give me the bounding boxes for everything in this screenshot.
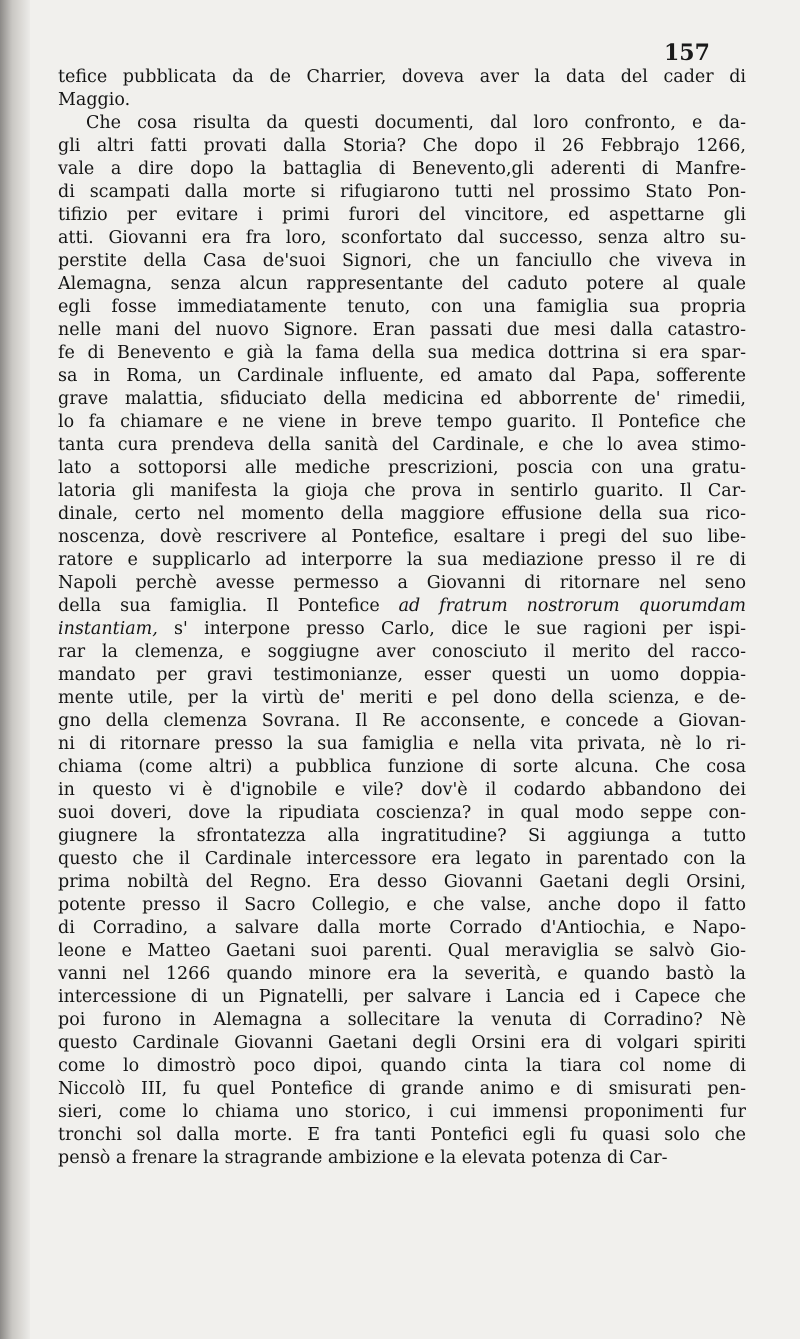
text-line: questo che il Cardinale intercessore era legato in parentado con la	[58, 849, 746, 869]
text-line	[58, 618, 746, 641]
text-line: sa in Roma, un Cardinale influente, ed amato dal Papa, sofferente	[58, 366, 746, 386]
text-line: Alemagna, senza alcun rappresentante del caduto potere al quale	[58, 274, 746, 294]
text-line: come lo dimostrò poco dipoi, quando cinta la tiara col nome di	[58, 1056, 746, 1076]
text-fragment: s' interpone presso Carlo, dice le sue ragioni per ispi-	[157, 619, 746, 639]
text-line: grave malattia, sfiduciato della medicina ed abborrente de' rimedii,	[58, 389, 746, 409]
text-line: Niccolò III, fu quel Pontefice di grande animo e di smisurati pen-	[58, 1079, 746, 1099]
latin-quote: ad fratrum nostrorum quorumdam	[398, 596, 746, 616]
text-line: nelle mani del nuovo Signore. Eran passati due mesi dalla catastro-	[58, 320, 746, 340]
text-line: vale a dire dopo la battaglia di Benevento,gli aderenti di Manfre-	[58, 159, 746, 179]
text-line: tefice pubblicata da de Charrier, doveva aver la data del cader di	[58, 67, 746, 87]
text-line: chiama (come altri) a pubblica funzione di sorte alcuna. Che cosa	[58, 757, 746, 777]
text-line: tanta cura prendeva della sanità del Cardinale, e che lo avea stimo-	[58, 435, 746, 455]
text-line: Maggio.	[58, 90, 131, 110]
text-line: suoi doveri, dove la ripudiata coscienza? in qual modo seppe con-	[58, 803, 746, 823]
text-fragment: della sua famiglia. Il Pontefice	[58, 596, 399, 616]
text-line: di scampati dalla morte si rifugiarono tutti nel prossimo Stato Pon-	[58, 182, 746, 202]
text-line: mandato per gravi testimonianze, esser questi un uomo doppia-	[58, 665, 746, 685]
text-line: poi furono in Alemagna a sollecitare la venuta di Corradino? Nè	[58, 1010, 746, 1030]
text-line: potente presso il Sacro Collegio, e che valse, anche dopo il fatto	[58, 895, 746, 915]
page-gutter-shadow	[0, 0, 30, 1339]
text-line: Che cosa risulta da questi documenti, dal loro confronto, e da-	[86, 113, 746, 133]
text-line: di Corradino, a salvare dalla morte Corrado d'Antiochia, e Napo-	[58, 918, 746, 938]
text-line: lato a sottoporsi alle mediche prescrizioni, poscia con una gratu-	[58, 458, 746, 478]
text-line: lo fa chiamare e ne viene in breve tempo guarito. Il Pontefice che	[58, 412, 746, 432]
text-line: vanni nel 1266 quando minore era la severità, e quando bastò la	[58, 964, 746, 984]
text-line: fe di Benevento e già la fama della sua medica dottrina si era spar-	[58, 343, 746, 363]
text-line: sieri, come lo chiama uno storico, i cui immensi proponimenti fur	[58, 1102, 746, 1122]
latin-quote: instantiam,	[58, 619, 158, 639]
text-line: intercessione di un Pignatelli, per salvare i Lancia ed i Capece che	[58, 987, 746, 1007]
text-line	[58, 595, 746, 618]
text-line: tifizio per evitare i primi furori del vincitore, ed aspettarne gli	[58, 205, 746, 225]
text-line: ratore e supplicarlo ad interporre la sua mediazione presso il re di	[58, 550, 746, 570]
text-line: mente utile, per la virtù de' meriti e pel dono della scienza, e de-	[58, 688, 746, 708]
text-line: prima nobiltà del Regno. Era desso Giovanni Gaetani degli Orsini,	[58, 872, 746, 892]
text-line: dinale, certo nel momento della maggiore effusione della sua rico-	[58, 504, 746, 524]
text-line: perstite della Casa de'suoi Signori, che un fanciullo che viveva in	[58, 251, 746, 271]
text-line: giugnere la sfrontatezza alla ingratitudine? Si aggiunga a tutto	[58, 826, 746, 846]
text-line: leone e Matteo Gaetani suoi parenti. Qual meraviglia se salvò Gio-	[58, 941, 746, 961]
body-text	[58, 66, 746, 1170]
text-line: noscenza, dovè rescrivere al Pontefice, esaltare i pregi del suo libe-	[58, 527, 746, 547]
text-line: pensò a frenare la stragrande ambizione e la elevata potenza di Car-	[58, 1148, 668, 1168]
text-line: gli altri fatti provati dalla Storia? Che dopo il 26 Febbrajo 1266,	[58, 136, 746, 156]
text-line: tronchi sol dalla morte. E fra tanti Pontefici egli fu quasi solo che	[58, 1125, 746, 1145]
text-line: rar la clemenza, e soggiugne aver conosciuto il merito del racco-	[58, 642, 746, 662]
text-line: atti. Giovanni era fra loro, sconfortato dal successo, senza altro su-	[58, 228, 746, 248]
text-line: egli fosse immediatamente tenuto, con una famiglia sua propria	[58, 297, 746, 317]
text-line: questo Cardinale Giovanni Gaetani degli Orsini era di volgari spiriti	[58, 1033, 746, 1053]
text-line: in questo vi è d'ignobile e vile? dov'è il codardo abbandono dei	[58, 780, 746, 800]
text-line: gno della clemenza Sovrana. Il Re acconsente, e concede a Giovan-	[58, 711, 746, 731]
text-line: latoria gli manifesta la gioja che prova in sentirlo guarito. Il Car-	[58, 481, 746, 501]
text-line: ni di ritornare presso la sua famiglia e nella vita privata, nè lo ri-	[58, 734, 746, 754]
page-number: 157	[664, 40, 710, 66]
text-line: Napoli perchè avesse permesso a Giovanni di ritornare nel seno	[58, 573, 746, 593]
